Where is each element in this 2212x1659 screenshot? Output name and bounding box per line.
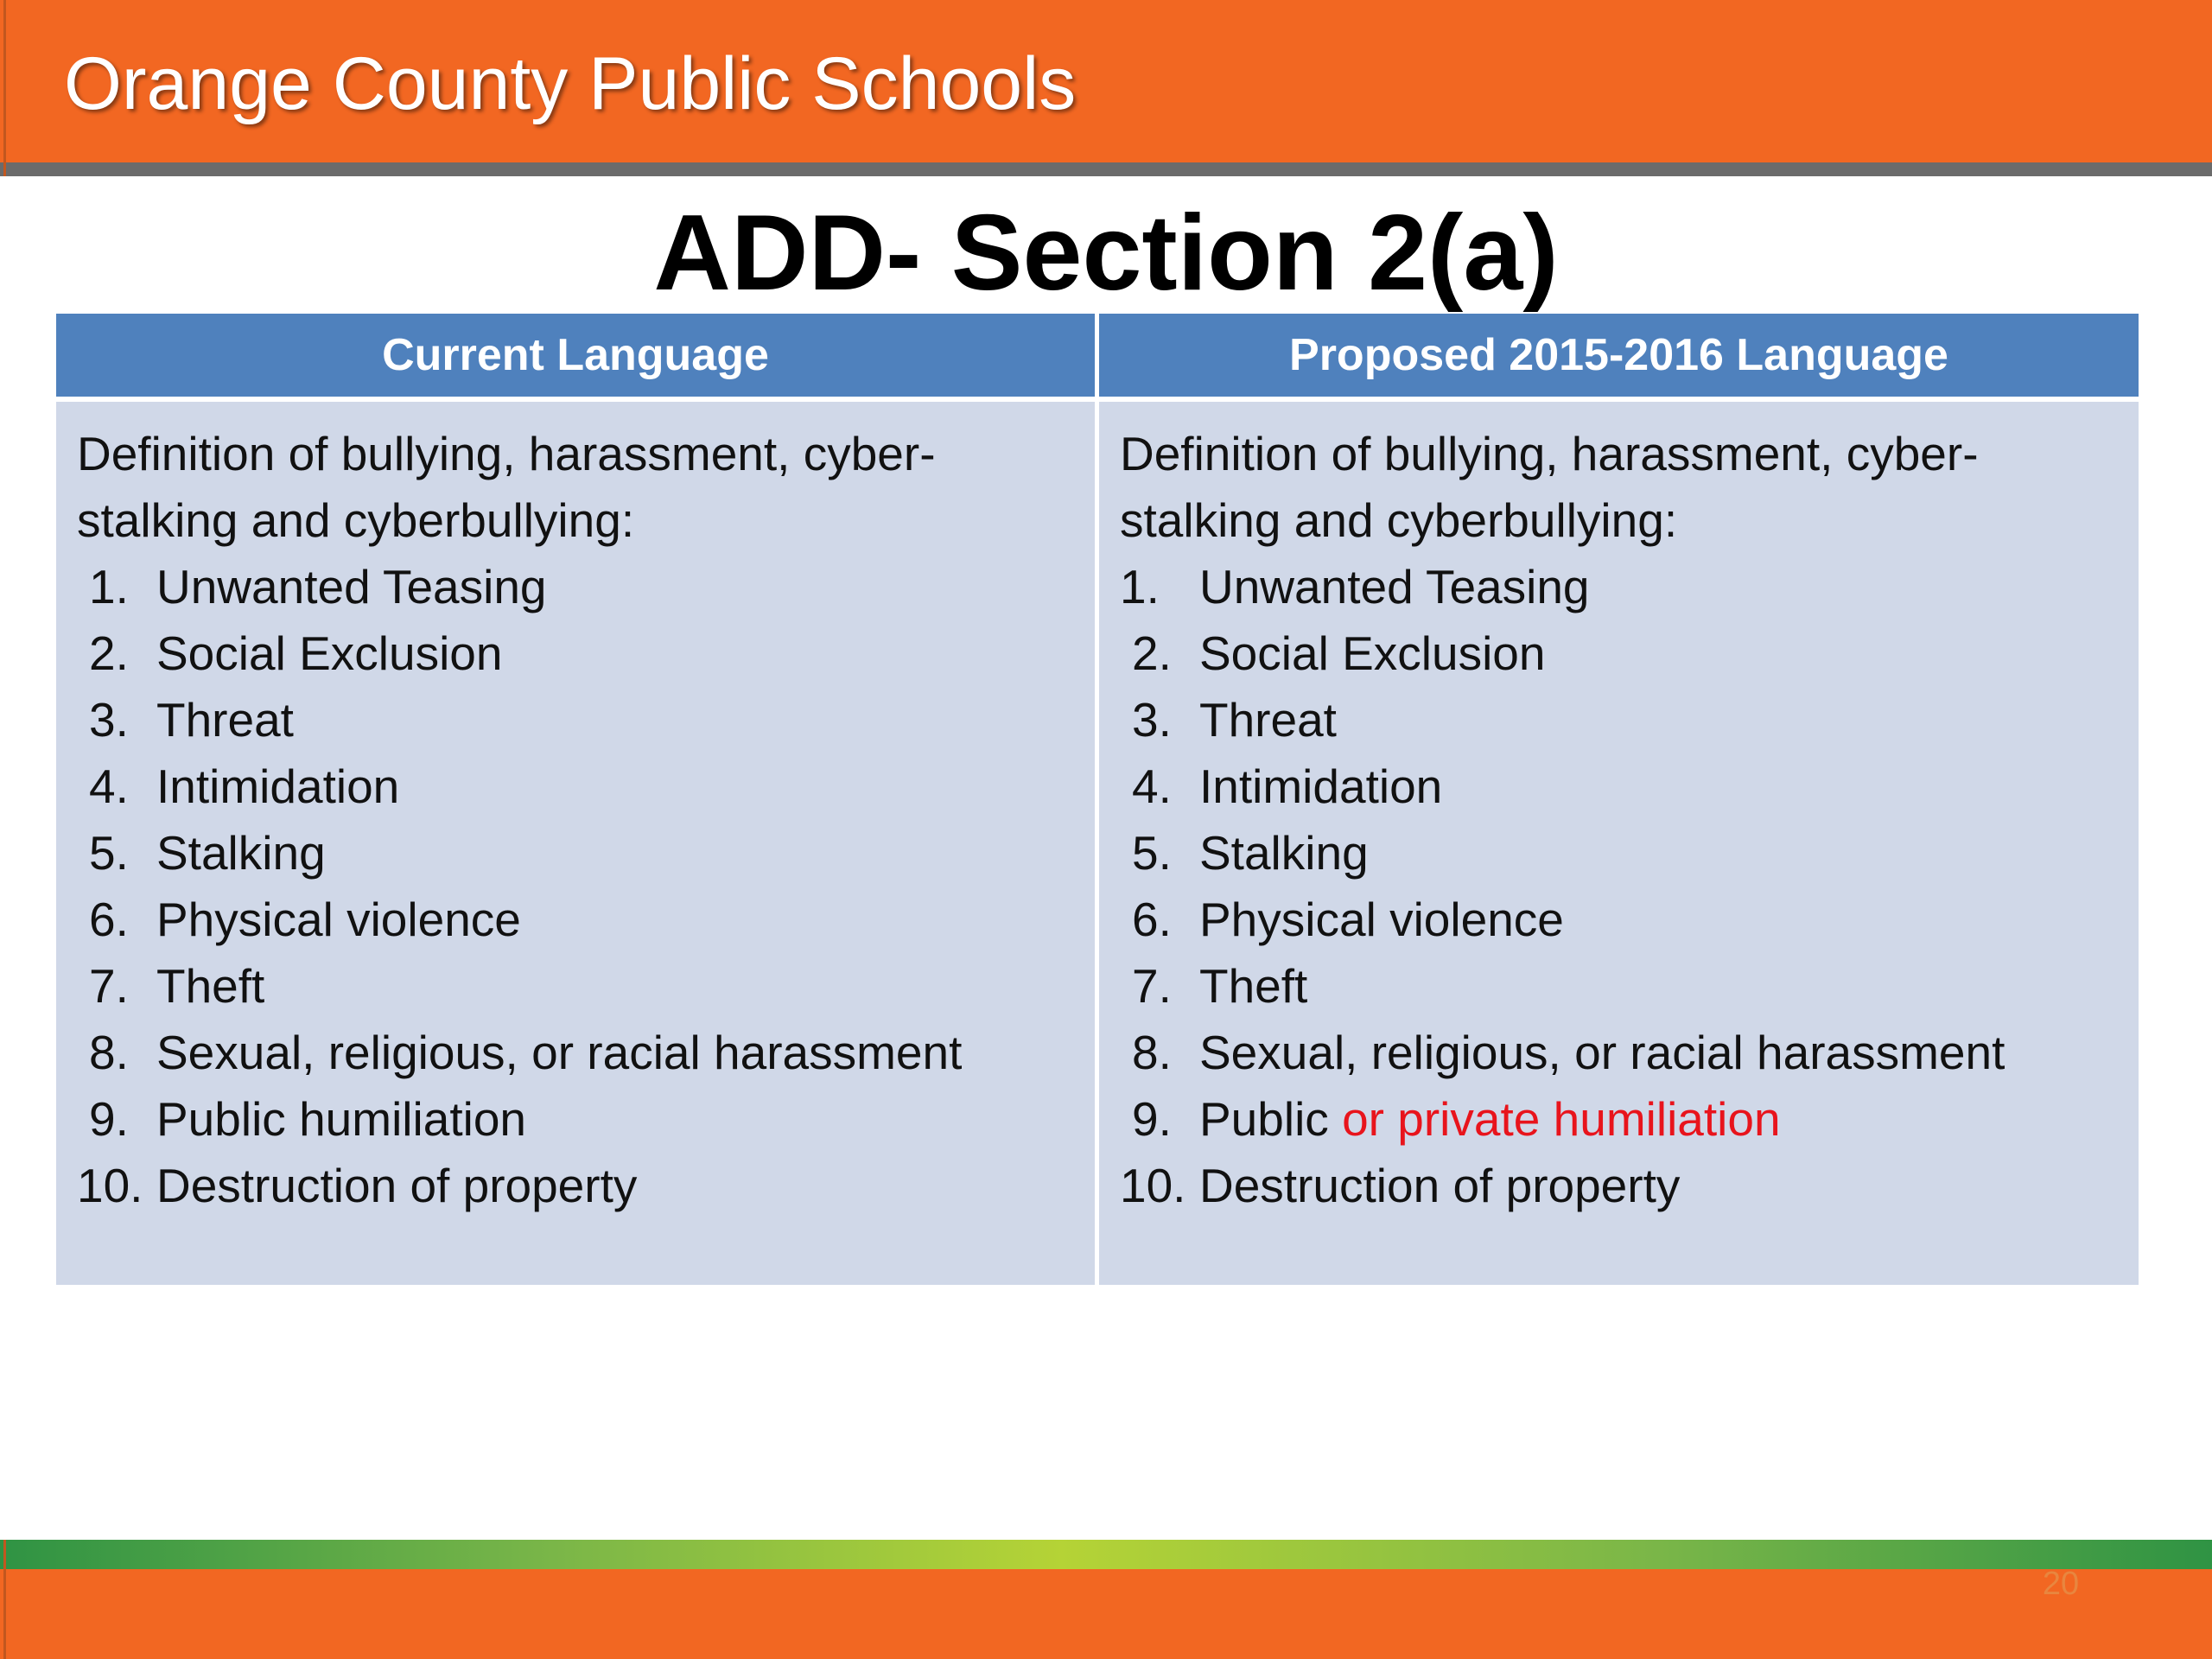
item-number: 6. [1132, 893, 1172, 946]
item-number: 2. [89, 626, 129, 680]
list-item [1120, 953, 2118, 1020]
current-language-heading: Current Language [56, 314, 1095, 397]
current-language-list [77, 554, 1074, 1219]
item-text: Destruction of property [156, 1159, 638, 1212]
item-text: Theft [1199, 959, 1308, 1013]
item-number: 1. [89, 560, 129, 613]
list-item [77, 820, 1074, 887]
header-edge-line [3, 0, 6, 176]
item-number: 10. [77, 1159, 143, 1212]
proposed-language-column [1099, 314, 2139, 1285]
item-number: 5. [1132, 826, 1172, 880]
list-item [77, 687, 1074, 753]
footer-gradient-stripe [0, 1540, 2212, 1569]
item-number: 5. [89, 826, 129, 880]
item-text: Sexual, religious, or racial harassment [1199, 1026, 2005, 1079]
list-item [77, 753, 1074, 820]
item-number: 7. [1132, 959, 1172, 1013]
item-number: 9. [89, 1092, 129, 1146]
header-stripe [0, 162, 2212, 176]
list-item [77, 953, 1074, 1020]
list-item [77, 1086, 1074, 1153]
item-number: 2. [1132, 626, 1172, 680]
item-number: 10. [1120, 1159, 1186, 1212]
item-text: Stalking [156, 826, 326, 880]
item-text: Stalking [1199, 826, 1369, 880]
item-text: Social Exclusion [156, 626, 503, 680]
organization-title: Orange County Public Schools [64, 42, 1077, 125]
current-language-intro: Definition of bullying, harassment, cyber-stalking and cyberbullying: [77, 427, 936, 547]
current-language-column [56, 314, 1095, 1285]
list-item [1120, 554, 2118, 620]
list-item [77, 620, 1074, 687]
list-item [1120, 753, 2118, 820]
item-text: Threat [156, 693, 294, 747]
list-item [1120, 1020, 2118, 1086]
proposed-language-heading: Proposed 2015-2016 Language [1099, 314, 2139, 397]
proposed-language-body [1099, 402, 2139, 1285]
item-number: 6. [89, 893, 129, 946]
item-text: Unwanted Teasing [156, 560, 547, 613]
added-text-highlight: or private humiliation [1342, 1092, 1781, 1146]
item-number: 9. [1132, 1092, 1172, 1146]
item-text: Sexual, religious, or racial harassment [156, 1026, 963, 1079]
comparison-table [56, 314, 2139, 1285]
item-text: Physical violence [1199, 893, 1564, 946]
item-text: Intimidation [156, 760, 400, 813]
list-item [77, 554, 1074, 620]
proposed-language-list [1120, 554, 2118, 1219]
item-text: Unwanted Teasing [1199, 560, 1590, 613]
footer-bar [0, 1569, 2212, 1659]
item-number: 3. [1132, 693, 1172, 747]
item-text: Destruction of property [1199, 1159, 1681, 1212]
proposed-language-intro: Definition of bullying, harassment, cyber-stalking and cyberbullying: [1120, 427, 1979, 547]
item-text: Intimidation [1199, 760, 1443, 813]
list-item [1120, 687, 2118, 753]
list-item [77, 1153, 1074, 1219]
list-item [77, 1020, 1074, 1086]
page-number: 20 [2042, 1566, 2080, 1602]
list-item [1120, 620, 2118, 687]
list-item [1120, 887, 2118, 953]
list-item [1120, 820, 2118, 887]
slide-title: ADD- Section 2(a) [653, 194, 1559, 313]
item-number: 7. [89, 959, 129, 1013]
item-number: 8. [1132, 1026, 1172, 1079]
list-item [77, 887, 1074, 953]
footer-edge-line [3, 1540, 6, 1659]
item-text: Threat [1199, 693, 1337, 747]
list-item [1120, 1086, 2118, 1153]
item-number: 3. [89, 693, 129, 747]
item-number: 1. [1120, 560, 1160, 613]
list-item [1120, 1153, 2118, 1219]
item-number: 4. [1132, 760, 1172, 813]
item-number: 8. [89, 1026, 129, 1079]
item-number: 4. [89, 760, 129, 813]
item-text: Physical violence [156, 893, 521, 946]
item-text: Public [1199, 1092, 1343, 1146]
item-text: Social Exclusion [1199, 626, 1546, 680]
item-text: Theft [156, 959, 265, 1013]
item-text: Public humiliation [156, 1092, 526, 1146]
current-language-body [56, 402, 1095, 1285]
